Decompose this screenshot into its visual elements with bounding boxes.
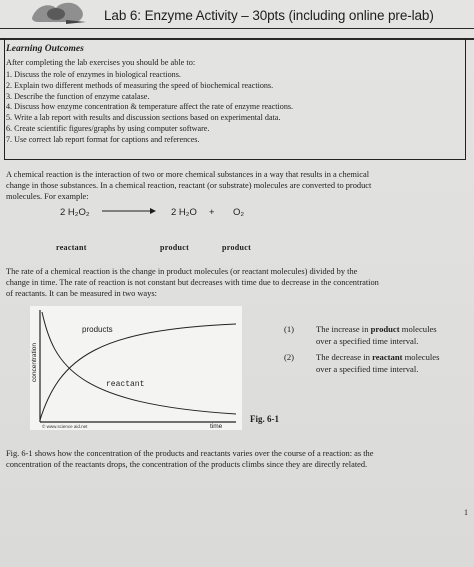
paragraph-line: concentration of the reactants drops, the concentration of the products climbs since they are directly related. <box>6 459 368 469</box>
list-item: 6. Create scientific figures/graphs by using computer software. <box>6 123 210 133</box>
paragraph-line: Fig. 6-1 shows how the concentration of the products and reactants varies over the course of a reaction: as the <box>6 449 374 458</box>
method-2-text <box>316 352 439 375</box>
learning-outcomes-intro: After completing the lab exercises you should be able to: <box>6 58 196 67</box>
list-item: 2. Explain two different methods of measuring the speed of biochemical reactions. <box>6 80 274 90</box>
product-label-2: product <box>222 243 252 252</box>
page-title: Lab 6: Enzyme Activity – 30pts (including online pre-lab) <box>104 8 434 23</box>
reaction-arrow-icon <box>102 206 156 216</box>
list-item: 5. Write a lab report with results and discussion sections based on experimental data. <box>6 113 281 123</box>
intro-paragraph <box>6 170 464 202</box>
page-number: 1 <box>464 508 468 517</box>
learning-outcomes-heading: Learning Outcomes <box>6 44 84 54</box>
paragraph-line: molecules. For example: <box>6 191 89 201</box>
figure-label: Fig. 6-1 <box>250 414 279 424</box>
paragraph-line: change in those substances. In a chemical reaction, reactant (or substrate) molecules are converted to product <box>6 180 372 190</box>
method-2-number: (2) <box>284 352 295 362</box>
learning-outcomes-list <box>6 70 293 146</box>
figure-caption <box>6 449 464 471</box>
lab-logo-icon <box>30 0 88 26</box>
paragraph-line: change in time. The rate of reaction is not constant but decreases with time due to decrease in the concentration <box>6 277 379 287</box>
reactant-label: reactant <box>56 243 87 252</box>
list-item: 4. Discuss how enzyme concentration & temperature affect the rate of enzyme reactions. <box>6 102 294 112</box>
method-text-part: over a specified time interval. <box>316 363 419 374</box>
product1-formula: 2 H₂O <box>171 207 197 218</box>
series-label-products: products <box>82 325 113 334</box>
list-item: 1. Discuss the role of enzymes in biological reactions. <box>6 70 181 79</box>
product-label-1: product <box>160 243 190 252</box>
plus-sign: + <box>209 207 215 218</box>
method-1-number: (1) <box>284 324 295 334</box>
header-rule <box>0 28 474 29</box>
paragraph-line: The rate of a chemical reaction is the change in product molecules (or reactant molecules) divided by the <box>6 267 358 276</box>
series-label-reactant: reactant <box>106 380 145 389</box>
method-text-part: The increase in <box>316 324 371 334</box>
method-bold-term: product <box>370 324 400 334</box>
method-text-part: molecules <box>402 352 440 362</box>
y-axis-label: concentration <box>31 342 38 382</box>
concentration-time-chart <box>30 306 242 430</box>
method-text-part: over a specified time interval. <box>316 335 419 346</box>
reactant-formula: 2 H₂O₂ <box>60 207 90 218</box>
x-axis-label: time <box>210 423 223 430</box>
product2-formula: O₂ <box>233 207 245 218</box>
method-text-part: molecules <box>399 324 437 334</box>
list-item: 7. Use correct lab report format for captions and references. <box>6 134 200 144</box>
watermark-text: © www.science aid.net <box>42 424 88 429</box>
method-text-part: The decrease in <box>316 352 373 362</box>
list-item: 3. Describe the function of enzyme catalase. <box>6 91 150 101</box>
paragraph-line: A chemical reaction is the interaction of two or more chemical substances in a way that results in a chemical <box>6 170 370 179</box>
paragraph-line: of reactants. It can be measured in two ways: <box>6 288 157 298</box>
method-1-text <box>316 324 437 347</box>
method-bold-term: reactant <box>372 352 403 362</box>
rate-paragraph <box>6 267 464 299</box>
